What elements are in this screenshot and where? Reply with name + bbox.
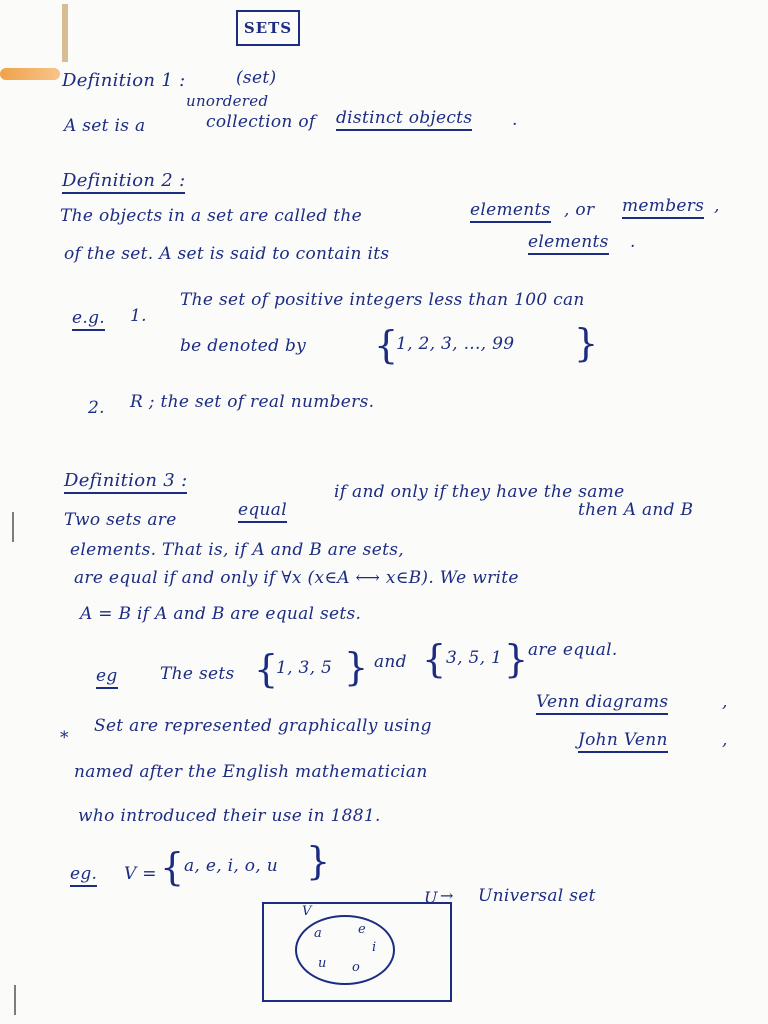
example-1-set: 1, 2, 3, ..., 99 bbox=[396, 334, 515, 354]
example-3-set2: 3, 5, 1 bbox=[446, 648, 503, 668]
brace-close: } bbox=[574, 321, 599, 365]
example-2-number: 2. bbox=[88, 398, 105, 418]
definition-1-text-b: collection of bbox=[206, 112, 316, 132]
venn-point-a: a bbox=[314, 926, 322, 941]
definition-2-line1-c: , bbox=[714, 196, 720, 216]
definition-1-highlight: distinct objects bbox=[336, 108, 472, 131]
definition-2-line2-a: of the set. A set is said to contain its bbox=[64, 244, 390, 264]
example-3-text-a: The sets bbox=[160, 664, 235, 684]
john-venn: John Venn bbox=[578, 730, 668, 753]
venn-line1-b: , bbox=[722, 692, 728, 712]
definition-3-line1-b: if and only if they have the same bbox=[334, 482, 625, 502]
example-3-set1: 1, 3, 5 bbox=[276, 658, 333, 678]
definition-3-equal: equal bbox=[238, 500, 287, 523]
venn-point-e: e bbox=[358, 922, 366, 937]
example-label: e.g. bbox=[72, 308, 105, 331]
margin-mark bbox=[14, 985, 16, 1015]
definition-3-line2-a: elements. That is, if A and B are sets, bbox=[70, 540, 404, 560]
margin-mark bbox=[12, 512, 14, 542]
example-2-text: R ; the set of real numbers. bbox=[130, 392, 375, 412]
page-edge-mark bbox=[62, 4, 68, 62]
definition-1-heading: Definition 1 : bbox=[62, 70, 186, 91]
venn-point-o: o bbox=[352, 960, 360, 975]
venn-diagrams: Venn diagrams bbox=[536, 692, 668, 715]
venn-v-label: V bbox=[302, 904, 312, 919]
example-1-number: 1. bbox=[130, 306, 147, 326]
brace-close: } bbox=[306, 839, 331, 883]
definition-3-line3: are equal if and only if ∀x (x∈A ⟷ x∈B). We write bbox=[74, 568, 519, 588]
definition-2-members: members bbox=[622, 196, 704, 219]
definition-1-end: . bbox=[512, 110, 518, 130]
venn-point-i: i bbox=[372, 940, 377, 955]
definition-2-line1-b: , or bbox=[564, 200, 595, 220]
definition-2-elements-2: elements bbox=[528, 232, 609, 255]
definition-2-heading: Definition 2 : bbox=[62, 170, 185, 194]
example-label-4: eg. bbox=[70, 864, 97, 887]
venn-point-u: u bbox=[318, 956, 327, 971]
brace-open: { bbox=[422, 637, 447, 681]
brace-open: { bbox=[374, 323, 399, 367]
brace-open: { bbox=[254, 647, 279, 691]
example-1-line1: The set of positive integers less than 100 can bbox=[180, 290, 585, 310]
definition-1-text-a: A set is a bbox=[64, 116, 146, 136]
definition-3-heading: Definition 3 : bbox=[64, 470, 187, 494]
page-title: SETS bbox=[236, 10, 300, 46]
definition-1-note: (set) bbox=[236, 68, 277, 88]
definition-2-line1-a: The objects in a set are called the bbox=[60, 206, 362, 226]
venn-set-circle bbox=[295, 915, 395, 985]
definition-3-line2-b: then A and B bbox=[578, 500, 694, 520]
example-1-line2: be denoted by bbox=[180, 336, 307, 356]
venn-line1-a: Set are represented graphically using bbox=[94, 716, 432, 736]
definition-2-line2-b: . bbox=[630, 232, 636, 252]
venn-line2-a: named after the English mathematician bbox=[74, 762, 428, 782]
brace-open: { bbox=[160, 845, 185, 889]
venn-u-label: U bbox=[424, 888, 438, 907]
venn-line2-b: , bbox=[722, 730, 728, 750]
definition-3-line4: A = B if A and B are equal sets. bbox=[80, 604, 362, 624]
example-3-text-b: and bbox=[374, 652, 407, 672]
insert-unordered: unordered bbox=[186, 92, 269, 110]
definition-2-elements: elements bbox=[470, 200, 551, 223]
example-3-text-c: are equal. bbox=[528, 640, 618, 660]
brace-close: } bbox=[504, 637, 529, 681]
universal-set-label: Universal set bbox=[478, 886, 596, 906]
example-4-set: a, e, i, o, u bbox=[184, 856, 278, 876]
arrow-icon: → bbox=[440, 886, 454, 905]
brace-close: } bbox=[344, 645, 369, 689]
definition-3-line1-a: Two sets are bbox=[64, 510, 177, 530]
example-label-3: eg bbox=[96, 666, 118, 689]
venn-line3: who introduced their use in 1881. bbox=[78, 806, 381, 826]
bullet: * bbox=[60, 728, 69, 748]
example-4-lhs: V = bbox=[124, 864, 157, 884]
highlighter-mark bbox=[0, 68, 60, 80]
